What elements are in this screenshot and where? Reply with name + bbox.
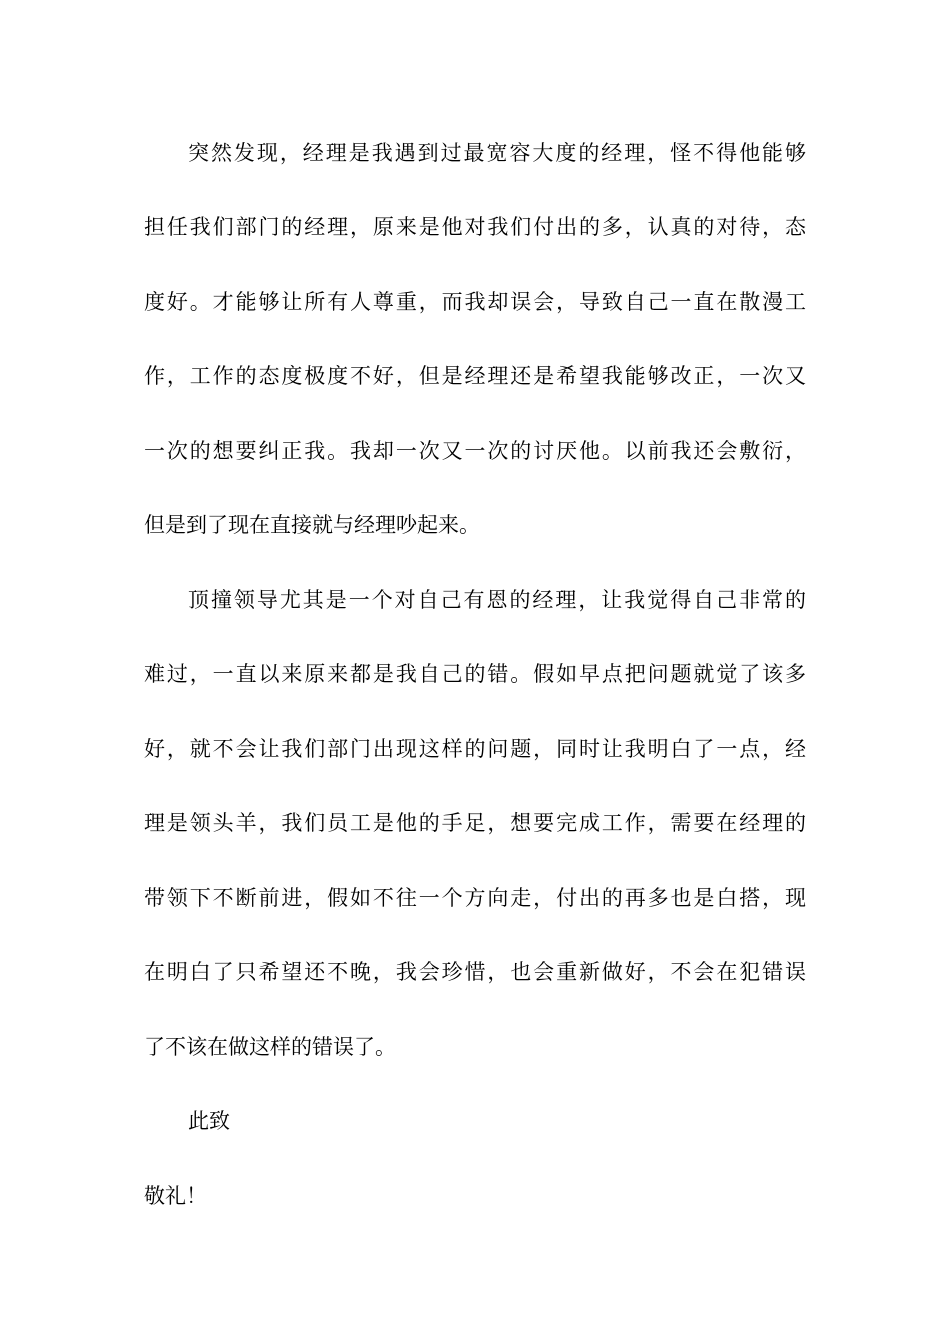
- paragraph-2-line-2: 难过，一直以来原来都是我自己的错。假如早点把问题就觉了该多: [144, 662, 806, 686]
- paragraph-2-line-7: 了不该在做这样的错误了。: [144, 1035, 396, 1059]
- paragraph-1-line-1: 突然发现，经理是我遇到过最宽容大度的经理，怪不得他能够: [188, 141, 806, 165]
- paragraph-1-line-5: 一次的想要纠正我。我却一次又一次的讨厌他。以前我还会敷衍，: [144, 439, 806, 463]
- paragraph-2-line-3: 好，就不会让我们部门出现这样的问题，同时让我明白了一点，经: [144, 737, 806, 761]
- paragraph-1-line-4: 作，工作的态度极度不好，但是经理还是希望我能够改正，一次又: [144, 364, 806, 388]
- closing-text: 此致: [188, 1109, 230, 1133]
- paragraph-1-line-2: 担任我们部门的经理，原来是他对我们付出的多，认真的对待，态: [144, 215, 806, 239]
- paragraph-2-line-5: 带领下不断前进，假如不往一个方向走，付出的再多也是白搭，现: [144, 886, 806, 910]
- paragraph-2-line-4: 理是领头羊，我们员工是他的手足，想要完成工作，需要在经理的: [144, 811, 806, 835]
- salutation-text: 敬礼！: [144, 1184, 207, 1208]
- paragraph-2-line-6: 在明白了只希望还不晚，我会珍惜，也会重新做好，不会在犯错误: [144, 960, 806, 984]
- paragraph-1-line-3: 度好。才能够让所有人尊重，而我却误会，导致自己一直在散漫工: [144, 290, 806, 314]
- paragraph-2-line-1: 顶撞领导尤其是一个对自己有恩的经理，让我觉得自己非常的: [188, 588, 806, 612]
- paragraph-1-line-6: 但是到了现在直接就与经理吵起来。: [144, 513, 480, 537]
